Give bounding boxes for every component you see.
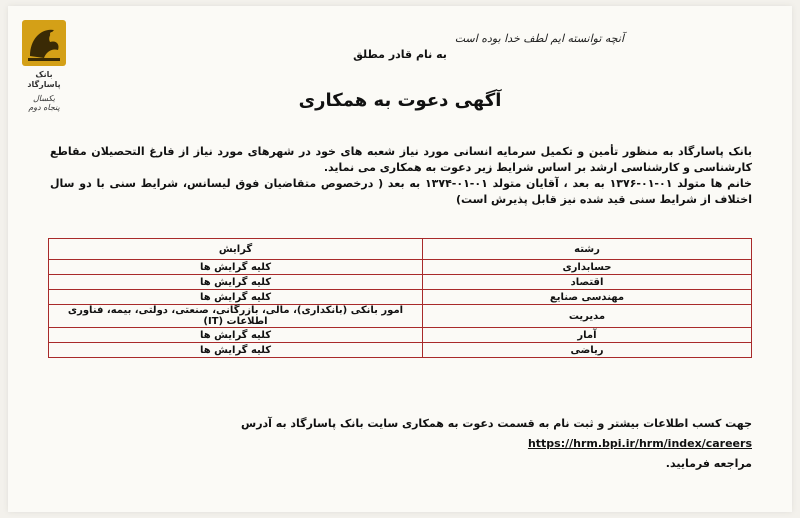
major-cell: مهندسی صنایع — [423, 290, 752, 305]
men-birth-date: ۱۳۷۴-۰۱-۰۱ — [424, 177, 488, 190]
specialization-cell: کلیه گرایش ها — [49, 328, 423, 343]
majors-table — [48, 238, 752, 358]
careers-link[interactable]: https://hrm.bpi.ir/hrm/index/careers — [527, 437, 752, 450]
age-men-label: به بعد ، آقایان متولد — [492, 177, 605, 190]
header-specialization: گرایش — [49, 239, 423, 260]
footer-line — [50, 414, 752, 454]
major-cell: مدیریت — [423, 305, 752, 328]
header-major: رشته — [423, 239, 752, 260]
table-row — [49, 290, 752, 305]
table-row — [49, 328, 752, 343]
women-birth-date: ۱۳۷۶-۰۱-۰۱ — [609, 177, 673, 190]
footer-instructions — [50, 414, 752, 474]
specialization-cell: کلیه گرایش ها — [49, 290, 423, 305]
major-cell: آمار — [423, 328, 752, 343]
table-header-row — [49, 239, 752, 260]
age-women-label: خانم ها متولد — [677, 177, 752, 190]
intro-paragraph: بانک پاسارگاد به منظور تأمین و تکمیل سرمایه انسانی مورد نیاز شعبه های خود در شهرهای مورد نیاز از فارغ التحصیلان مقاطع کارشناسی و کارشناسی ارشد بر اساس شرایط زیر دعوت به همکاری می نماید. — [50, 145, 752, 174]
major-cell: ریاضی — [423, 343, 752, 358]
logo-handwritten-text: یکسال پنجاه دوم — [28, 94, 60, 112]
intro-text — [50, 144, 752, 208]
page-title: آگهی دعوت به همکاری — [298, 90, 502, 111]
age-masters-note: به بعد ( درخصوص متقاضیان فوق لیسانس، شرایط سنی با دو سال اختلاف از شرایط سنی قید شده نیز قابل پذیرش است) — [50, 177, 752, 206]
calligraphy-motto: آنچه توانسته ایم لطف خدا بوده است — [454, 32, 624, 45]
table-row — [49, 343, 752, 358]
table-row — [49, 260, 752, 275]
age-conditions — [50, 176, 752, 208]
major-cell: حسابداری — [423, 260, 752, 275]
bismillah: به نام قادر مطلق — [353, 48, 447, 61]
footer-text: جهت کسب اطلاعات بیشتر و ثبت نام به قسمت دعوت به همکاری سایت بانک پاسارگاد به آدرس — [241, 417, 752, 430]
document-page — [8, 6, 792, 512]
table-row — [49, 305, 752, 328]
specialization-cell: کلیه گرایش ها — [49, 343, 423, 358]
footer-closing: مراجعه فرمایید. — [665, 457, 752, 470]
bank-logo-name: بانک پاسارگاد — [27, 70, 61, 89]
specialization-cell: امور بانکی (بانکداری)، مالی، بازرگانی، صنعتی، دولتی، بیمه، فناوری اطلاعات (IT) — [49, 305, 423, 328]
table-row — [49, 275, 752, 290]
major-cell: اقتصاد — [423, 275, 752, 290]
specialization-cell: کلیه گرایش ها — [49, 275, 423, 290]
specialization-cell: کلیه گرایش ها — [49, 260, 423, 275]
